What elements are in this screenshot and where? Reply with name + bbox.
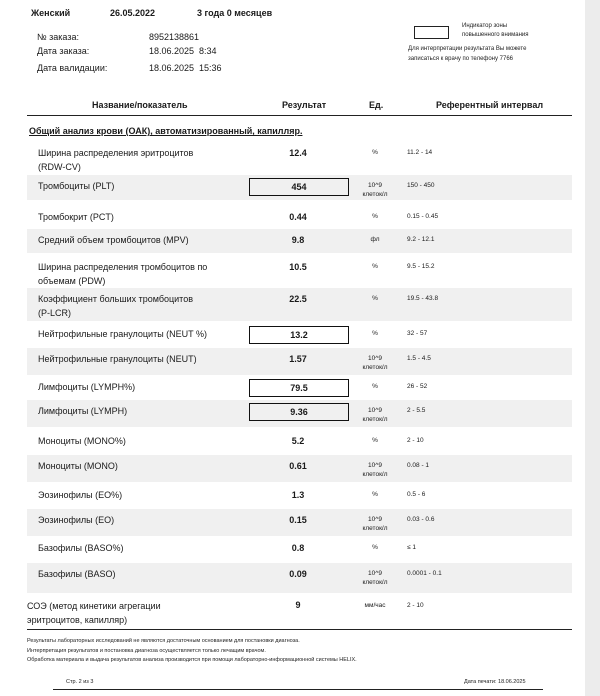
row-reference: 9.2 - 12.1 xyxy=(407,236,435,243)
row-value: 12.4 xyxy=(289,148,307,158)
row-value: 0.44 xyxy=(289,212,307,222)
table-row-esr xyxy=(27,597,572,627)
row-unit: % xyxy=(372,544,378,551)
table-row xyxy=(27,563,572,593)
header-divider xyxy=(27,115,572,116)
row-unit: % xyxy=(372,383,378,390)
validation-date-label: Дата валидации: xyxy=(37,63,108,73)
row-name: Лимфоциты (LYMPH%) xyxy=(38,382,136,392)
table-row xyxy=(27,376,572,398)
row-reference: 0.08 - 1 xyxy=(407,462,430,469)
table-row xyxy=(27,455,572,482)
row-unit: % xyxy=(372,491,378,498)
row-value: 0.61 xyxy=(289,461,307,471)
column-header-name: Название/показатель xyxy=(92,100,188,110)
row-unit: 10^9 клеток/л xyxy=(362,407,388,423)
page-number: Стр. 2 из 3 xyxy=(66,679,94,685)
footnote-3: Обработка материала и выдача результатов анализа производится при помощи лабораторно-информационной системы HELIX. xyxy=(27,657,357,663)
row-value: 0.15 xyxy=(289,515,307,525)
table-row xyxy=(27,323,572,346)
patient-age: 3 года 0 месяцев xyxy=(197,8,273,18)
row-value-flagged: 9.36 xyxy=(249,403,349,421)
order-date: 18.06.2025 8:34 xyxy=(149,46,217,56)
row-name: Ширина распределения эритроцитов (RDW-CV) xyxy=(38,148,194,172)
row-unit: 10^9 клеток/л xyxy=(362,516,388,532)
table-row xyxy=(27,288,572,321)
row-name: Тромбоциты (PLT) xyxy=(38,181,115,191)
order-date-label: Дата заказа: xyxy=(37,46,90,56)
row-name: Эозинофилы (EO) xyxy=(38,515,115,525)
row-name: Лимфоциты (LYMPH) xyxy=(38,406,128,416)
row-reference: 0.03 - 0.6 xyxy=(407,516,435,523)
footnote-2: Интерпретация результатов и постановка диагноза осуществляется только лечащим врачом. xyxy=(27,648,266,654)
row-reference: 26 - 52 xyxy=(407,383,428,390)
row-unit: % xyxy=(372,263,378,270)
row-name: Нейтрофильные гранулоциты (NEUT %) xyxy=(38,329,208,339)
row-value-flagged: 79.5 xyxy=(249,379,349,397)
row-reference: 150 - 450 xyxy=(407,182,435,189)
row-reference: ≤ 1 xyxy=(407,544,416,551)
column-header-reference: Референтный интервал xyxy=(436,100,544,110)
row-value: 1.3 xyxy=(291,490,305,500)
page-edge xyxy=(585,0,600,696)
table-row xyxy=(27,206,572,228)
contact-line1: Для интерпретации результата Вы можете xyxy=(408,46,527,52)
order-number-label: № заказа: xyxy=(37,32,79,42)
section-title: Общий анализ крови (ОАК), автоматизированный, капилляр. xyxy=(29,126,303,136)
row-unit: 10^9 клеток/л xyxy=(362,570,388,586)
row-reference: 19.5 - 43.8 xyxy=(407,295,439,302)
row-name: Базофилы (BASO) xyxy=(38,569,116,579)
row-unit: фл xyxy=(370,236,380,243)
row-reference: 2 - 10 xyxy=(407,437,424,444)
row-reference: 1.5 - 4.5 xyxy=(407,355,431,362)
legend-line1: Индикатор зоны xyxy=(462,23,508,29)
table-row xyxy=(27,256,572,286)
table-row xyxy=(27,229,572,253)
row-unit: % xyxy=(372,330,378,337)
row-reference: 32 - 57 xyxy=(407,330,428,337)
order-number: 8952138861 xyxy=(149,32,200,42)
table-row xyxy=(27,400,572,427)
row-unit: % xyxy=(372,149,378,156)
row-value: 22.5 xyxy=(289,294,307,304)
row-reference: 0.5 - 6 xyxy=(407,491,426,498)
table-row xyxy=(27,430,572,453)
row-unit: мм/час xyxy=(364,602,386,609)
row-reference: 9.5 - 15.2 xyxy=(407,263,435,270)
row-reference: 11.2 - 14 xyxy=(407,149,433,156)
table-row xyxy=(27,537,572,559)
row-value: 0.8 xyxy=(291,543,305,553)
table-row xyxy=(27,484,572,507)
row-reference: 0.15 - 0.45 xyxy=(407,213,439,220)
footer-divider xyxy=(53,689,543,690)
print-date: Дата печати: 18.06.2025 xyxy=(464,679,526,685)
row-value-flagged: 13.2 xyxy=(249,326,349,344)
row-value: 10.5 xyxy=(289,262,307,272)
patient-birth-date: 26.05.2022 xyxy=(110,8,156,18)
column-header-unit: Ед. xyxy=(369,100,384,110)
row-reference: 2 - 10 xyxy=(407,602,424,609)
row-name: Нейтрофильные гранулоциты (NEUT) xyxy=(38,354,197,364)
row-unit: % xyxy=(372,295,378,302)
row-name: Коэффициент больших тромбоцитов (P-LCR) xyxy=(38,294,193,318)
row-name: СОЭ (метод кинетики агрегации эритроцитов, капилляр) xyxy=(27,601,161,625)
row-unit: % xyxy=(372,437,378,444)
row-reference: 0.0001 - 0.1 xyxy=(407,570,442,577)
row-value-flagged: 454 xyxy=(249,178,349,196)
row-name: Средний объем тромбоцитов (MPV) xyxy=(38,235,189,245)
row-value: 1.57 xyxy=(289,354,307,364)
row-value: 9 xyxy=(295,600,301,610)
attention-indicator-box xyxy=(414,26,449,39)
table-row xyxy=(27,509,572,536)
table-bottom-divider xyxy=(27,629,572,630)
validation-date: 18.06.2025 15:36 xyxy=(149,63,222,73)
table-row xyxy=(27,175,572,200)
column-header-result: Результат xyxy=(282,100,327,110)
row-value: 0.09 xyxy=(289,569,307,579)
row-unit: 10^9 клеток/л xyxy=(362,182,388,198)
row-value: 5.2 xyxy=(291,436,305,446)
legend-line2: повышенного внимания xyxy=(462,32,529,38)
row-unit: 10^9 клеток/л xyxy=(362,462,388,478)
row-name: Ширина распределения тромбоцитов по объемам (PDW) xyxy=(38,262,208,286)
footnote-1: Результаты лабораторных исследований не являются достаточным основанием для постановки диагноза. xyxy=(27,638,300,644)
row-name: Тромбокрит (PCT) xyxy=(38,212,114,222)
row-name: Базофилы (BASO%) xyxy=(38,543,124,553)
row-name: Эозинофилы (EO%) xyxy=(38,490,123,500)
row-unit: % xyxy=(372,213,378,220)
table-row xyxy=(27,348,572,375)
row-reference: 2 - 5.5 xyxy=(407,407,426,414)
patient-sex: Женский xyxy=(31,8,71,18)
row-name: Моноциты (MONO%) xyxy=(38,436,126,446)
contact-line2: записаться к врачу по телефону 7766 xyxy=(408,56,514,62)
table-row xyxy=(27,142,572,172)
row-value: 9.8 xyxy=(291,235,305,245)
row-unit: 10^9 клеток/л xyxy=(362,355,388,371)
row-name: Моноциты (MONO) xyxy=(38,461,118,471)
